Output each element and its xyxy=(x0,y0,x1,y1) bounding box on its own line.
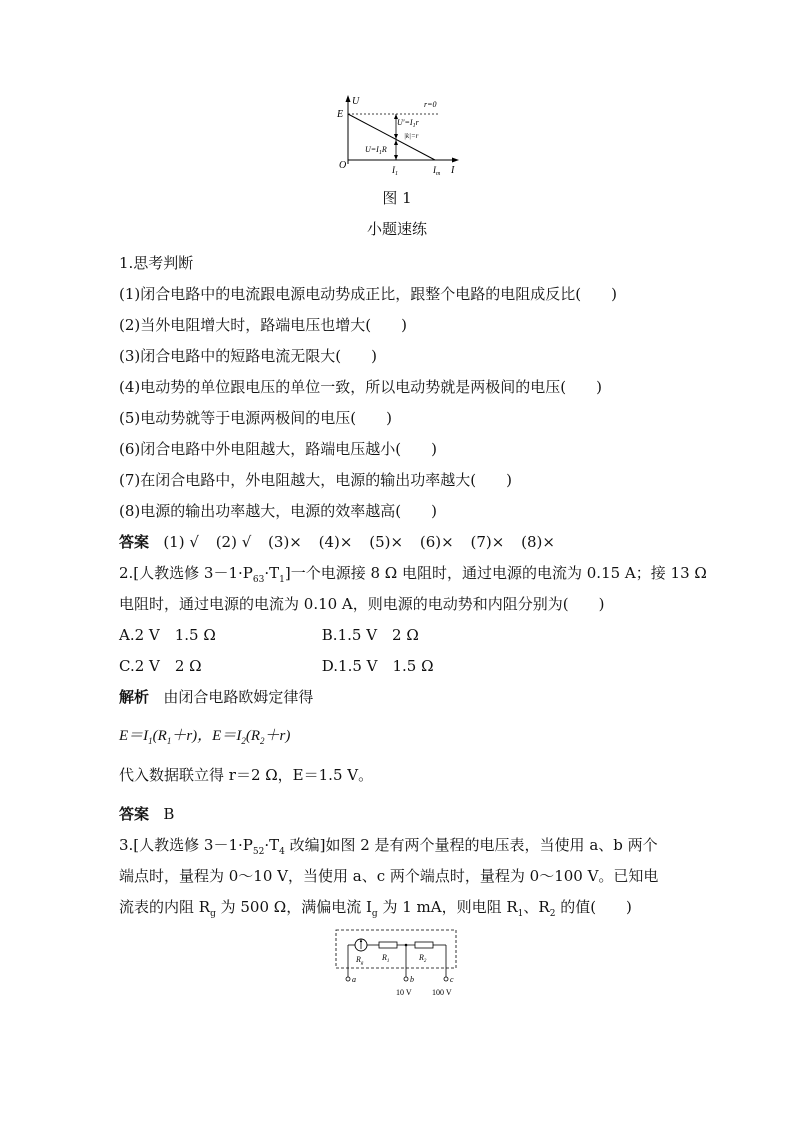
slope-label: |k|=r xyxy=(404,132,419,140)
axis-u-label: U xyxy=(352,96,360,107)
terminal-c[interactable] xyxy=(444,977,448,981)
q1-item-5: (5)电动势就等于电源两极间的电压( ) xyxy=(119,409,392,427)
q1-answer-2: (2) √ xyxy=(215,533,252,551)
q1-answer-8: (8)× xyxy=(521,533,555,551)
figure-1-caption: 图 1 xyxy=(382,189,412,207)
r0-label: r=0 xyxy=(424,100,437,109)
im-label: $I_m$ xyxy=(433,165,441,177)
q1-item-3: (3)闭合电路中的短路电流无限大( ) xyxy=(119,347,377,365)
q1-item-6: (6)闭合电路中外电阻越大，路端电压越小( ) xyxy=(119,440,437,458)
q1-answer-1: (1) √ xyxy=(163,533,199,551)
q1-answer-row xyxy=(119,532,567,552)
terminal-b-label: b xyxy=(410,975,414,984)
v100-label: 100 V xyxy=(432,988,452,997)
axis-i-label: I xyxy=(451,165,455,176)
u-label: $U=I_1R$ xyxy=(365,145,387,156)
q2-line-2: 电阻时，通过电源的电流为 0.10 A，则电源的电动势和内阻分别为( ) xyxy=(119,595,605,613)
q1-item-4: (4)电动势的单位跟电压的单位一致，所以电动势就是两极间的电压( ) xyxy=(119,378,602,396)
resistor-r1 xyxy=(379,942,397,948)
i1-label: $I_1$ xyxy=(392,165,398,177)
q2-result: 代入数据联立得 r＝2 Ω，E＝1.5 V。 xyxy=(119,766,374,784)
q2-option-d[interactable]: D.1.5 V 1.5 Ω xyxy=(321,657,434,675)
q1-answer-7: (7)× xyxy=(470,533,505,551)
figure-2-voltmeter-circuit xyxy=(334,927,464,999)
i-axis-arrow xyxy=(452,158,459,163)
q1-answer-6: (6)× xyxy=(419,533,454,551)
dashed-enclosure xyxy=(336,930,456,968)
u-axis-arrow xyxy=(346,95,351,102)
q2-analysis-label: 解析 xyxy=(119,688,150,706)
q3-line-3: 流表的内阻 $R_g$ 为 500 Ω，满偏电流 $I_g$ 为 1 mA，则电阻 $R_1$、$R_2$ 的值( ) xyxy=(119,898,632,919)
rg-label: $R_g$ xyxy=(356,955,364,966)
q3-line-1: 3.[人教选修 $3-1\cdot P_{52}\cdot T_4$ 改编]如图 2 是有两个量程的电压表，当使用 a、b 两个 xyxy=(119,836,658,857)
q1-item-1: (1)闭合电路中的电流跟电源电动势成正比，跟整个电路的电阻成反比( ) xyxy=(119,285,617,303)
q1-title: 1.思考判断 xyxy=(119,254,194,272)
section-title: 小题速练 xyxy=(366,220,427,238)
r1-label: $R_1$ xyxy=(382,953,390,964)
terminal-c-label: c xyxy=(450,975,454,984)
q2-options-row-1 xyxy=(119,625,419,645)
q2-equation: $E=I_1(R_1+r)$，$E=I_2(R_2+r)$ xyxy=(119,728,291,746)
origin-label: O xyxy=(339,160,347,171)
q3-line-2: 端点时，量程为 0～10 V，当使用 a、c 两个端点时，量程为 0～100 V。已知电 xyxy=(119,867,659,885)
q2-option-a[interactable]: A.2 V 1.5 Ω xyxy=(119,626,216,644)
figure-1-ui-graph xyxy=(330,92,470,182)
q2-option-b[interactable]: B.1.5 V 2 Ω xyxy=(321,626,419,644)
q1-item-7: (7)在闭合电路中，外电阻越大，电源的输出功率越大( ) xyxy=(119,471,512,489)
terminal-a-label: a xyxy=(352,975,356,984)
q1-answer-3: (3)× xyxy=(268,533,302,551)
q1-item-2: (2)当外电阻增大时，路端电压也增大( ) xyxy=(119,316,407,334)
q2-line-1: 2.[人教选修 $3-1\cdot P_{63}\cdot T_1$]一个电源接 8 Ω 电阻时，通过电源的电流为 0.15 A；接 13 Ω xyxy=(119,564,707,585)
q1-item-8: (8)电源的输出功率越大，电源的效率越高( ) xyxy=(119,502,437,520)
u-arrow-down xyxy=(394,155,398,160)
ui-line xyxy=(348,114,435,160)
q2-answer-label: 答案 xyxy=(119,805,150,823)
terminal-b[interactable] xyxy=(404,977,408,981)
q2-answer-value: B xyxy=(163,805,175,823)
resistor-r2 xyxy=(415,942,433,948)
e-label: E xyxy=(337,109,344,120)
q1-answer-5: (5)× xyxy=(369,533,404,551)
v10-label: 10 V xyxy=(396,988,412,997)
q2-analysis: 解析 由闭合电路欧姆定律得 xyxy=(119,688,314,706)
u-arrow-up xyxy=(394,140,398,145)
q2-options-row-2 xyxy=(119,656,434,676)
q1-answer-label: 答案 xyxy=(119,533,150,551)
q2-option-c[interactable]: C.2 V 2 Ω xyxy=(119,657,202,675)
r2-label: $R_2$ xyxy=(419,953,427,964)
terminal-a[interactable] xyxy=(346,977,350,981)
u-prime-label: $U'=I_1r$ xyxy=(397,118,419,129)
q1-answer-4: (4)× xyxy=(318,533,353,551)
q2-answer xyxy=(119,804,174,824)
